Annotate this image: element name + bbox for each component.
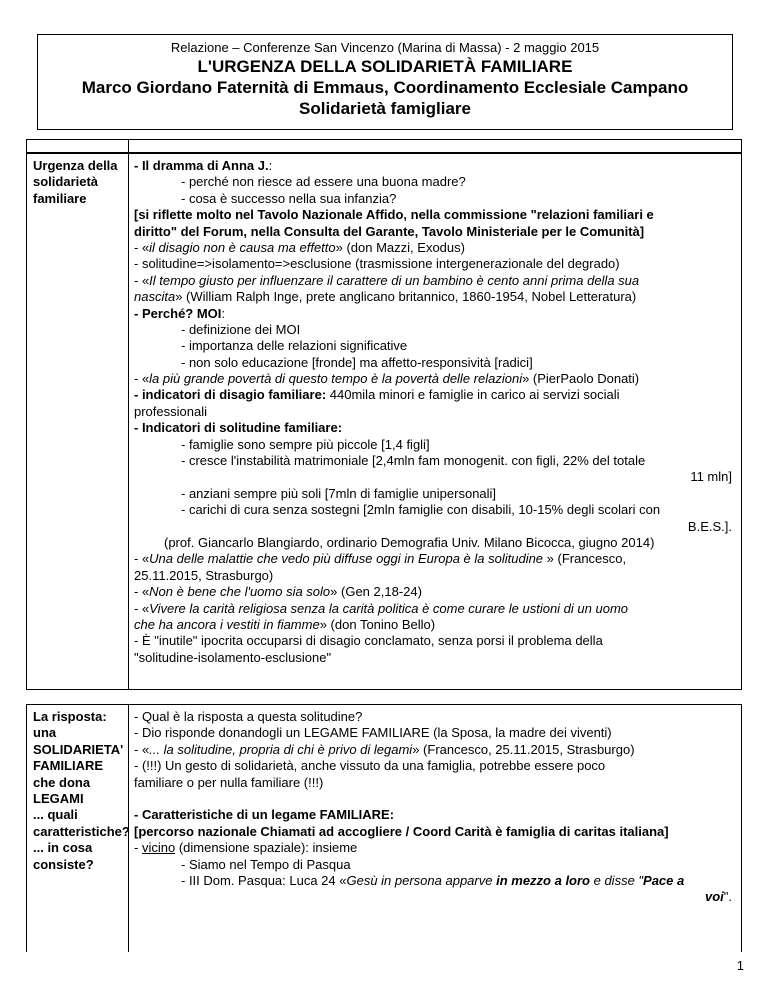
row-label-risposta [33, 709, 130, 873]
text-span: - « [134, 371, 150, 387]
text-line: - carichi di cura senza sostegni [2mln famiglie con disabili, 10-15% degli scolari con [181, 502, 661, 518]
text-line: 11 mln] [690, 469, 732, 485]
text-line: - cresce l'instabilità matrimoniale [2,4mln fam monogenit. con figli, 22% del totale [181, 453, 646, 469]
quote-text: Pace a [643, 872, 685, 888]
text-line: familiare o per nulla familiare (!!!) [134, 774, 324, 790]
text-line: - cosa è successo nella sua infanzia? [181, 190, 397, 206]
text-line: [si riflette molto nel Tavolo Nazionale Affido, nella commissione "relazioni familiari e [134, 207, 654, 223]
label-line: LEGAMI [33, 791, 84, 807]
label-line: ... in cosa [33, 840, 93, 856]
text-line: - importanza delle relazioni significative [181, 338, 408, 354]
header-title-1: L'URGENZA DELLA SOLIDARIETÀ FAMILIARE [197, 57, 573, 76]
underlined-text: vicino [141, 840, 176, 856]
row-label-urgenza: Urgenza della solidarietà familiare [33, 158, 118, 206]
text-line: - anziani sempre più soli [7mln di famiglie unipersonali] [181, 485, 497, 501]
text-line: - perché non riesce ad essere una buona madre? [181, 174, 466, 190]
table-row-urgenza [26, 153, 742, 690]
text-line: - Siamo nel Tempo di Pasqua [181, 856, 351, 872]
text-span: » (Francesco, 25.11.2015, Strasburgo) [412, 741, 635, 757]
text-line: (prof. Giancarlo Blangiardo, ordinario Demografia Univ. Milano Bicocca, giugno 2014) [164, 534, 655, 550]
text-span: - « [134, 272, 150, 288]
label-line: caratteristiche? [33, 823, 130, 839]
text-line: "solitudine-isolamento-esclusione" [134, 649, 332, 665]
row-content-urgenza [134, 158, 734, 666]
text-span: - indicatori di disagio familiare: [134, 387, 327, 403]
text-line: professionali [134, 403, 207, 419]
text-span: - « [134, 600, 150, 616]
text-line: 25.11.2015, Strasburgo) [134, 567, 274, 583]
text-span: - « [134, 239, 150, 255]
text-line: - solitudine=>isolamento=>esclusione (trasmissione intergenerazionale del degrado) [134, 256, 620, 272]
header-title-3: Solidarietà famigliare [299, 99, 471, 118]
text-line: - famiglie sono sempre più piccole [1,4 figli] [181, 436, 430, 452]
text-span: - « [134, 584, 150, 600]
label-line: SOLIDARIETA' [33, 741, 124, 757]
quote-text: Una delle malattie che vedo più diffuse oggi in Europa è la solitudine [149, 551, 544, 567]
label-line: La risposta: una [33, 709, 107, 741]
quote-text: in mezzo a loro [496, 872, 590, 888]
text-line: diritto" del Forum, nella Consulta del Garante, Tavolo Ministeriale per le Comunità] [134, 223, 645, 239]
text-line: B.E.S.]. [687, 518, 732, 534]
text-span: - « [134, 551, 150, 567]
quote-text: Gesù in persona apparve [346, 872, 497, 888]
quote-text: e disse " [590, 872, 644, 888]
quote-text: voi [704, 889, 724, 905]
quote-text: nascita [134, 289, 176, 305]
label-line: che dona [33, 774, 91, 790]
text-line: : [268, 158, 273, 173]
text-span: » (don Tonino Bello) [319, 616, 436, 632]
quote-text: Il tempo giusto per influenzare il carattere di un bambino è cento anni prima della sua [149, 272, 640, 288]
text-line: [percorso nazionale Chiamati ad accogliere / Coord Carità è famiglia di caritas italiana] [134, 823, 669, 839]
text-line: - definizione dei MOI [181, 321, 301, 337]
text-line: - non solo educazione [fronde] ma affetto-responsività [radici] [181, 354, 533, 370]
row-content-risposta [134, 709, 734, 906]
document-header [37, 34, 733, 130]
text-span: 440mila minori e famiglie in carico ai servizi sociali [326, 387, 620, 403]
table-row-risposta [26, 704, 742, 952]
table-empty-row [26, 139, 742, 153]
text-span: (dimensione spaziale): insieme [175, 840, 358, 856]
label-line: consiste? [33, 856, 94, 872]
header-subtitle: Relazione – Conferenze San Vincenzo (Marina di Massa) - 2 maggio 2015 [170, 40, 600, 55]
text-span: ". [723, 889, 732, 905]
text-span: - III Dom. Pasqua: Luca 24 « [181, 872, 347, 888]
text-span: : [221, 305, 226, 321]
page-number: 1 [736, 958, 744, 973]
text-line: - Qual è la risposta a questa solitudine? [134, 709, 363, 724]
text-line: - Il dramma di Anna J. [134, 158, 269, 173]
quote-text: Non è bene che l'uomo sia solo [149, 584, 331, 600]
text-line: - Indicatori di solitudine familiare: [134, 420, 343, 436]
label-line: ... quali [33, 807, 78, 823]
text-line: - (!!!) Un gesto di solidarietà, anche vissuto da una famiglia, potrebbe essere poco [134, 758, 606, 774]
header-title-2: Marco Giordano Faternità di Emmaus, Coordinamento Ecclesiale Campano [81, 78, 689, 97]
quote-text: ... la solitudine, propria di chi è privo di legami [149, 741, 413, 757]
text-span: » (don Mazzi, Exodus) [335, 239, 465, 255]
text-span: - Perché? MOI [134, 305, 222, 321]
text-span: » (PierPaolo Donati) [522, 371, 640, 387]
quote-text: Vivere la carità religiosa senza la carità politica è come curare le ustioni di un uomo [149, 600, 629, 616]
text-span: - [134, 840, 142, 856]
quote-text: il disagio non è causa ma effetto [149, 239, 336, 255]
label-line: FAMILIARE [33, 758, 104, 774]
quote-text: che ha ancora i vestiti in fiamme [134, 616, 320, 632]
text-span: » (Gen 2,18-24) [330, 584, 422, 600]
text-span: » (Francesco, [543, 551, 627, 567]
text-line: - Caratteristiche di un legame FAMILIARE: [134, 807, 395, 823]
text-line: - È "inutile" ipocrita occuparsi di disagio conclamato, senza porsi il problema della [134, 633, 603, 649]
text-span: » (William Ralph Inge, prete anglicano britannico, 1860-1954, Nobel Letteratura) [175, 289, 637, 305]
quote-text: la più grande povertà di questo tempo è la povertà delle relazioni [149, 371, 523, 387]
text-span: - « [134, 741, 150, 757]
text-line: - Dio risponde donandogli un LEGAME FAMILIARE (la Sposa, la madre dei viventi) [134, 725, 612, 741]
